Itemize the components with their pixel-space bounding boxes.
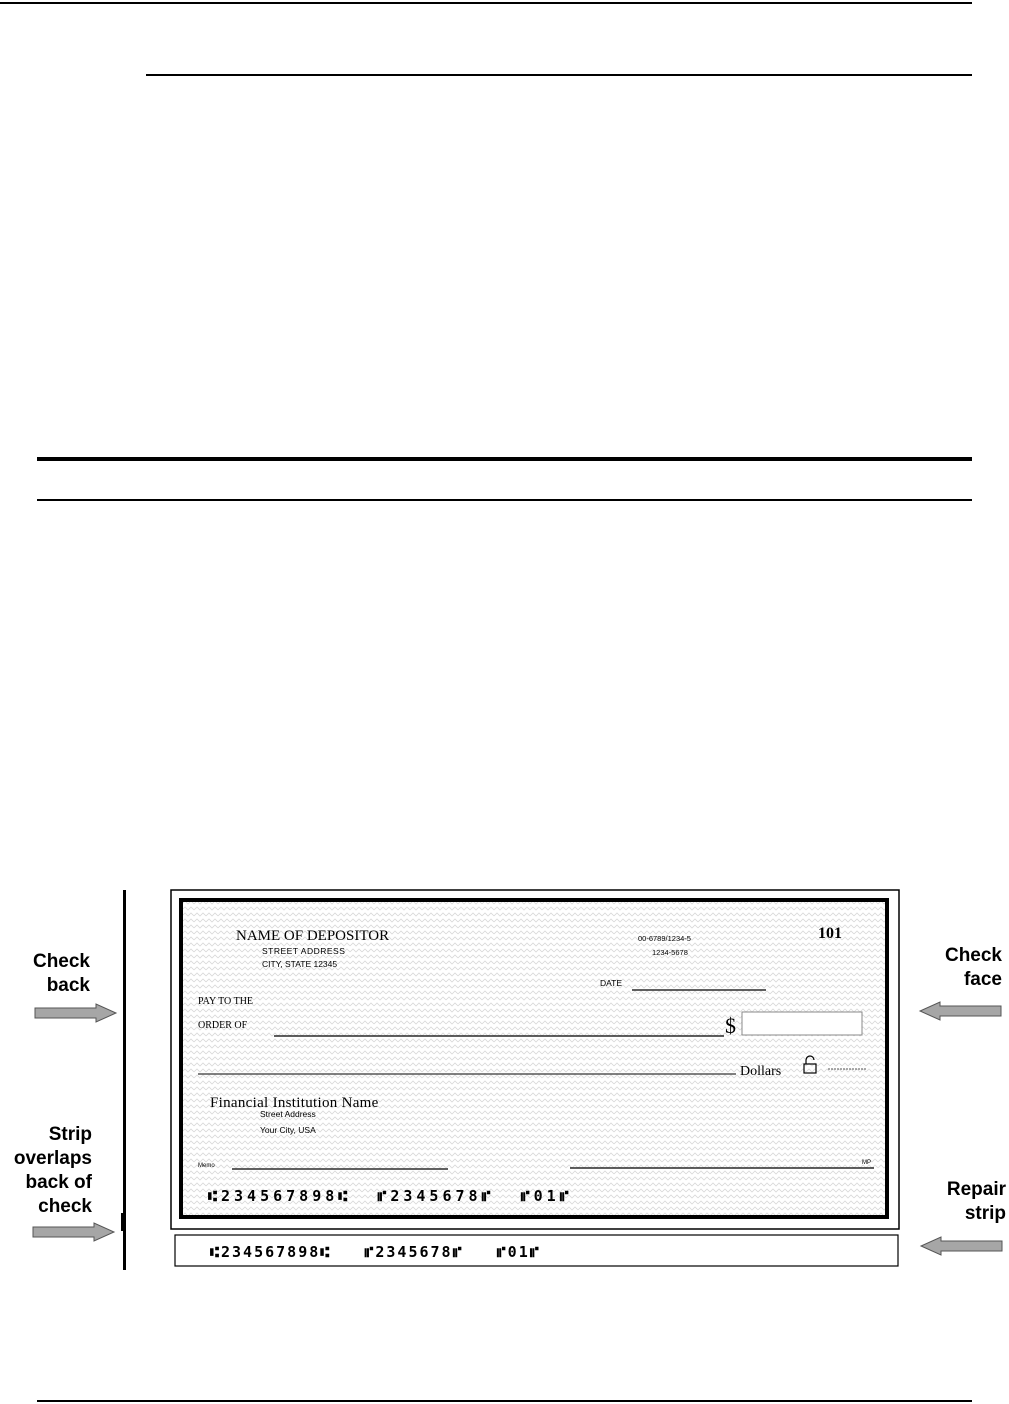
pay-to-label: PAY TO THE <box>198 996 254 1007</box>
depositor-street: STREET ADDRESS <box>262 946 346 956</box>
check-face-line2: face <box>963 969 1002 990</box>
institution-name: Financial Institution Name <box>210 1095 379 1111</box>
routing-fraction-top: 00-6789/1234-5 <box>638 934 691 943</box>
check-micr-line: ⑆234567898⑆ ⑈2345678⑈ ⑈01⑈ <box>208 1187 573 1205</box>
repair-strip-callout <box>930 1178 1006 1226</box>
strip-overlaps-line2: overlaps <box>13 1148 92 1169</box>
order-of-label: ORDER OF <box>198 1020 248 1031</box>
check-number: 101 <box>818 925 842 942</box>
header-rule-top <box>0 2 972 4</box>
date-label: DATE <box>600 978 623 988</box>
repair-strip-line1: Repair <box>946 1179 1006 1200</box>
strip-overlaps-line3: back of <box>25 1172 92 1193</box>
strip-overlaps-arrow-icon <box>32 1222 116 1242</box>
section-rule-thin <box>37 499 972 501</box>
strip-overlaps-line1: Strip <box>48 1124 92 1145</box>
check-back-callout-line1: Check <box>32 951 90 972</box>
institution-city: Your City, USA <box>260 1125 316 1135</box>
check-face-callout <box>930 944 1002 992</box>
check-back-arrow-icon <box>34 1003 118 1023</box>
check-back-edge-notch <box>121 1213 126 1231</box>
footer-rule <box>37 1400 972 1402</box>
depositor-city: CITY, STATE 12345 <box>262 959 338 969</box>
strip-overlaps-line4: check <box>38 1196 92 1217</box>
section-rule-thick <box>37 457 972 461</box>
repair-strip-arrow-icon <box>919 1236 1003 1256</box>
check-face-image <box>170 888 902 1272</box>
check-face-line1: Check <box>944 945 1002 966</box>
dollar-sign: $ <box>725 1013 736 1038</box>
amount-box <box>742 1012 862 1035</box>
check-face-arrow-icon <box>918 1001 1002 1021</box>
memo-label: Memo <box>198 1163 215 1169</box>
depositor-name: NAME OF DEPOSITOR <box>236 928 390 944</box>
check-back-callout-line2: back <box>46 975 90 996</box>
dollars-label: Dollars <box>740 1064 782 1079</box>
signature-mark: MP <box>862 1160 871 1166</box>
check-back-callout <box>28 950 90 998</box>
repair-strip-line2: strip <box>964 1203 1006 1224</box>
strip-overlaps-callout <box>4 1123 92 1219</box>
institution-street: Street Address <box>260 1109 316 1119</box>
header-rule-sub <box>146 74 972 76</box>
repair-strip-micr-line: ⑆234567898⑆ ⑈2345678⑈ ⑈01⑈ <box>210 1243 541 1261</box>
routing-fraction-bottom: 1234-5678 <box>652 948 688 957</box>
